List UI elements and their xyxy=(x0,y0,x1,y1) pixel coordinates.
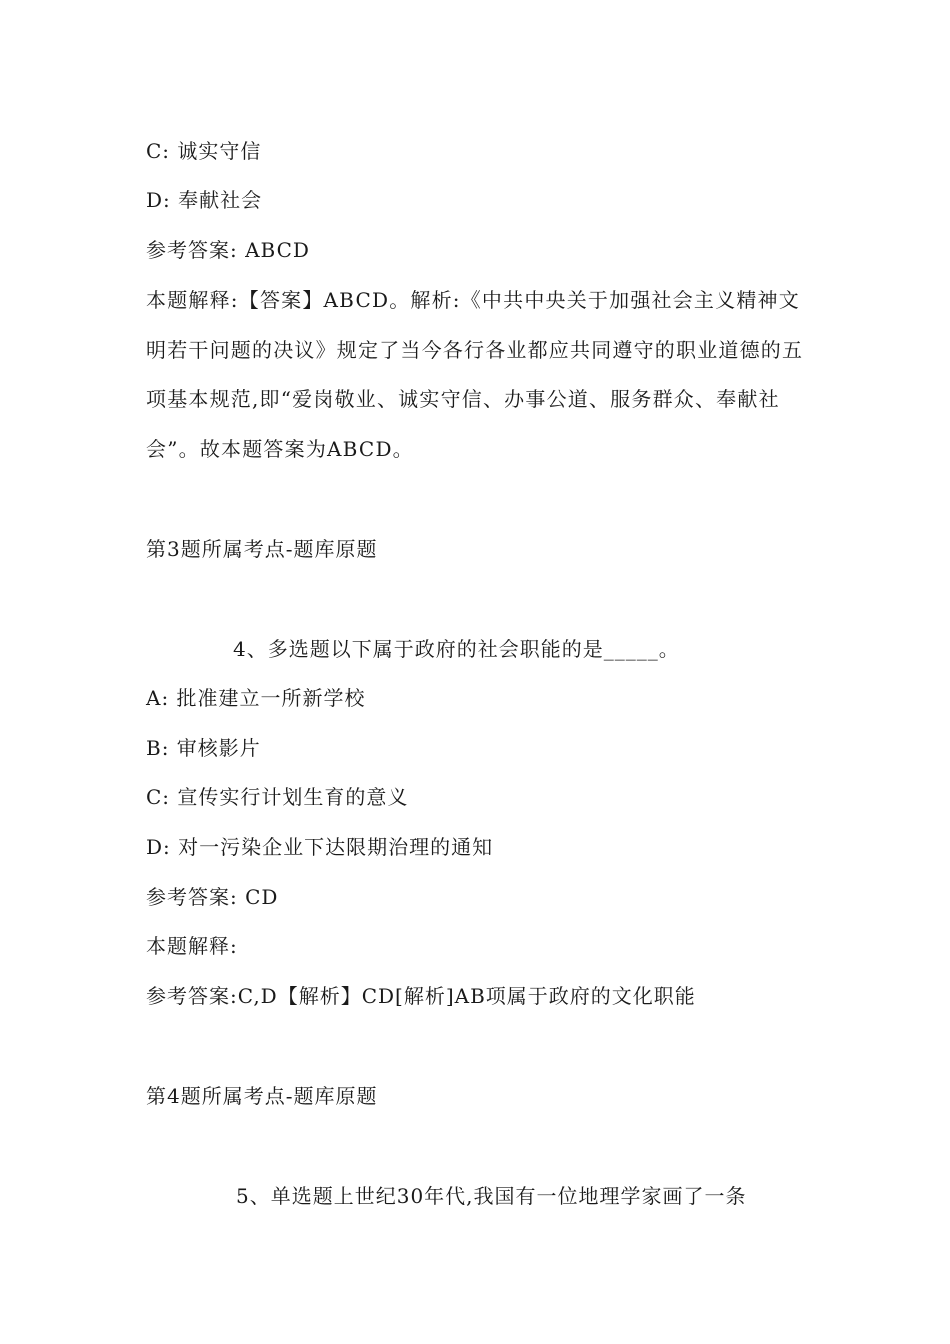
q4-option-b: B: 审核影片 xyxy=(146,736,261,760)
q3-topic: 第3题所属考点-题库原题 xyxy=(146,537,378,561)
q4-explanation-label: 本题解释: xyxy=(146,934,238,958)
q4-answer: 参考答案: CD xyxy=(146,885,279,909)
q3-answer: 参考答案: ABCD xyxy=(146,238,310,262)
q3-option-c: C: 诚实守信 xyxy=(146,139,262,163)
q5-title: 5、单选题上世纪30年代,我国有一位地理学家画了一条 xyxy=(236,1184,747,1208)
q4-option-a: A: 批准建立一所新学校 xyxy=(146,686,366,710)
q4-option-d: D: 对一污染企业下达限期治理的通知 xyxy=(146,835,494,859)
q4-explanation: 参考答案:C,D【解析】CD[解析]AB项属于政府的文化职能 xyxy=(146,984,696,1008)
q4-topic: 第4题所属考点-题库原题 xyxy=(146,1084,378,1108)
q3-explanation: 本题解释:【答案】ABCD。解析:《中共中央关于加强社会主义精神文明若干问题的决议》规定了当今各行各业都应共同遵守的职业道德的五项基本规范,即“爱岗敬业、诚实守信、办事公道、服务群众、奉献社会”。故本题答案为ABCD。 xyxy=(146,288,804,461)
q3-option-d: D: 奉献社会 xyxy=(146,188,263,212)
q4-option-c: C: 宣传实行计划生育的意义 xyxy=(146,785,409,809)
q4-title: 4、多选题以下属于政府的社会职能的是_____。 xyxy=(233,637,680,661)
